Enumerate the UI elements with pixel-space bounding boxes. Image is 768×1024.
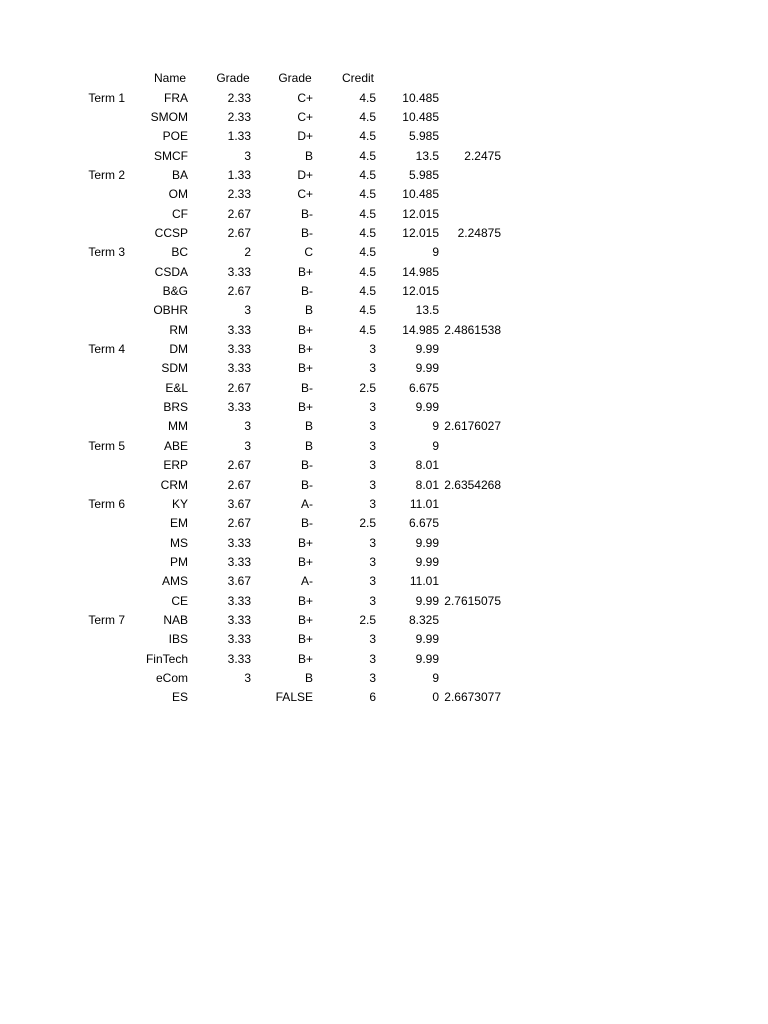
credit-value: 3: [369, 400, 376, 415]
course-name: E&L: [165, 380, 188, 395]
letter-grade: B+: [297, 400, 313, 415]
term-label: [62, 263, 125, 282]
grade-value: [192, 688, 251, 707]
credit-value: 4.5: [359, 322, 376, 337]
grade-value: 3.67: [227, 574, 251, 589]
letter-grade: B-: [301, 458, 313, 473]
credit-value: 3: [369, 632, 376, 647]
credit-value: 3: [369, 342, 376, 357]
grade-value: 1.33: [227, 129, 251, 144]
term-label: [62, 379, 125, 398]
term-gpa: [440, 108, 501, 127]
letter-grade: B+: [297, 361, 313, 376]
course-name: CSDA: [154, 264, 188, 279]
credit-value: 4.5: [359, 284, 376, 298]
grade-points: 8.01: [415, 458, 439, 473]
course-name: POE: [162, 129, 188, 144]
term-gpa: [440, 359, 501, 378]
term-gpa: [440, 514, 501, 533]
table-row: [0, 534, 768, 553]
course-name: eCom: [155, 671, 188, 685]
credit-value: 4.5: [359, 90, 376, 105]
credit-value: 4.5: [359, 264, 376, 279]
grade-points: 10.485: [402, 187, 439, 202]
term-gpa: [440, 495, 501, 514]
term-label: [62, 282, 125, 301]
term-gpa: [440, 301, 501, 320]
grade-points: 9.99: [415, 554, 439, 569]
grade-value: 3.33: [227, 651, 251, 666]
course-name: SMCF: [154, 148, 188, 163]
credit-value: 4.5: [359, 245, 376, 260]
course-name: PM: [170, 554, 188, 569]
grade-points: 9: [432, 419, 439, 434]
grade-value: 2.67: [227, 284, 251, 298]
table-row: [0, 166, 768, 185]
grade-value: 3.33: [227, 361, 251, 376]
credit-value: 3: [369, 438, 376, 453]
table-row: [0, 89, 768, 108]
term-gpa: [440, 611, 501, 630]
course-name: ERP: [163, 458, 188, 473]
letter-grade: A-: [301, 574, 313, 589]
grade-points: 14.985: [402, 264, 439, 279]
grade-value: 3.33: [227, 632, 251, 647]
letter-grade: B-: [301, 380, 313, 395]
letter-grade: B: [304, 419, 313, 434]
grade-value: 3: [244, 419, 251, 434]
course-name: MS: [170, 535, 188, 550]
term-label: [62, 630, 125, 649]
course-name: KY: [171, 496, 188, 511]
grade-points: 9.99: [415, 651, 439, 666]
term-label: [62, 224, 125, 243]
grade-points: 9: [432, 671, 439, 685]
letter-grade: C: [304, 245, 313, 260]
grade-value: 1.33: [227, 167, 251, 182]
letter-grade: C+: [297, 187, 313, 202]
term-label: [62, 592, 125, 611]
table-row: [0, 127, 768, 146]
course-name: SMOM: [150, 109, 188, 124]
term-gpa: 2.7615075: [444, 593, 501, 608]
credit-value: 4.5: [359, 148, 376, 163]
credit-value: 3: [369, 361, 376, 376]
grade-value: 3.33: [227, 535, 251, 550]
term-gpa: [440, 437, 501, 456]
term-gpa: 2.24875: [457, 225, 501, 240]
course-name: SDM: [161, 361, 188, 376]
letter-grade: B: [304, 148, 313, 163]
letter-grade: C+: [297, 109, 313, 124]
grade-value: 2.67: [227, 516, 251, 531]
letter-grade: B+: [297, 612, 313, 627]
grade-value: 3: [244, 438, 251, 453]
credit-value: 3: [369, 574, 376, 589]
course-name: MM: [168, 419, 188, 434]
term-gpa: [440, 669, 501, 688]
course-name: CE: [171, 593, 188, 608]
table-row: [0, 572, 768, 591]
grade-value: 3.33: [227, 593, 251, 608]
header-grade: Grade: [216, 71, 250, 85]
header-credit: Credit: [341, 71, 374, 85]
term-gpa: [440, 534, 501, 553]
table-row: [0, 650, 768, 669]
grade-points: 9: [432, 245, 439, 260]
course-name: OM: [168, 187, 188, 202]
grade-value: 2.67: [227, 206, 251, 221]
credit-value: 4.5: [359, 109, 376, 124]
credit-value: 4.5: [359, 206, 376, 221]
letter-grade: C+: [297, 90, 313, 105]
course-name: ABE: [163, 438, 188, 453]
credit-value: 3: [369, 535, 376, 550]
grade-value: 3: [244, 303, 251, 318]
table-row: [0, 553, 768, 572]
letter-grade: B: [304, 303, 313, 318]
grade-points: 6.675: [408, 380, 439, 395]
term-gpa: [440, 572, 501, 591]
table-row: [0, 379, 768, 398]
course-name: IBS: [168, 632, 188, 647]
table-row: [0, 359, 768, 378]
letter-grade: B: [304, 438, 313, 453]
grade-points: 9: [432, 438, 439, 453]
term-label: [62, 205, 125, 224]
table-row: [0, 417, 768, 436]
letter-grade: D+: [297, 167, 313, 182]
course-name: BC: [171, 245, 188, 260]
grade-points: 9.99: [415, 632, 439, 647]
grade-points: 10.485: [402, 109, 439, 124]
table-row: [0, 224, 768, 243]
letter-grade: B+: [297, 593, 313, 608]
grade-value: 2.67: [227, 380, 251, 395]
grade-value: 2.33: [227, 109, 251, 124]
term-label: [62, 688, 125, 707]
letter-grade: B-: [301, 477, 313, 492]
term-gpa: [440, 553, 501, 572]
grade-points: 5.985: [408, 167, 439, 182]
term-gpa: 2.6354268: [444, 477, 501, 492]
credit-value: 4.5: [359, 187, 376, 202]
grade-points: 11.01: [409, 574, 439, 589]
table-row: [0, 630, 768, 649]
term-gpa: [440, 205, 501, 224]
header-row: [0, 69, 768, 88]
term-label: [62, 185, 125, 204]
table-row: [0, 688, 768, 707]
grade-points: 9.99: [415, 535, 439, 550]
term-label: Term 7: [88, 612, 125, 627]
grade-value: 2.33: [227, 187, 251, 202]
credit-value: 6: [369, 690, 376, 705]
credit-value: 3: [369, 458, 376, 473]
grade-points: 9.99: [415, 593, 439, 608]
term-gpa: [440, 456, 501, 475]
grade-points: 6.675: [408, 516, 439, 531]
term-gpa: 2.4861538: [444, 322, 501, 337]
credit-value: 2.5: [359, 516, 376, 531]
course-name: BA: [171, 167, 188, 182]
term-gpa: 2.6673077: [444, 690, 501, 705]
term-gpa: [440, 166, 501, 185]
grade-value: 2.67: [227, 477, 251, 492]
grade-points: 11.01: [409, 496, 439, 511]
grade-value: 3.67: [227, 496, 251, 511]
term-gpa: [440, 185, 501, 204]
header-letter-grade: Grade: [278, 71, 312, 85]
letter-grade: B-: [301, 284, 313, 298]
grade-points: 9.99: [415, 342, 439, 357]
table-row: [0, 398, 768, 417]
term-label: [62, 514, 125, 533]
term-gpa: [440, 630, 501, 649]
grade-value: 2.67: [227, 225, 251, 240]
table-row: [0, 263, 768, 282]
table-row: [0, 185, 768, 204]
grade-points: 5.985: [408, 129, 439, 144]
credit-value: 3: [369, 554, 376, 569]
table-row: [0, 301, 768, 320]
term-label: [62, 398, 125, 417]
course-name: EM: [170, 516, 188, 531]
letter-grade: B-: [301, 225, 313, 240]
course-name: CCSP: [154, 225, 188, 240]
term-label: Term 2: [88, 167, 125, 182]
table-row: [0, 592, 768, 611]
credit-value: 3: [369, 496, 376, 511]
course-name: B&G: [162, 284, 188, 298]
term-label: Term 6: [88, 496, 125, 511]
grade-points: 12.015: [402, 225, 439, 240]
table-row: [0, 321, 768, 340]
credit-value: 3: [369, 651, 376, 666]
table-row: [0, 108, 768, 127]
grade-value: 3.33: [227, 264, 251, 279]
letter-grade: A-: [301, 496, 313, 511]
header-name: Name: [153, 71, 186, 85]
term-label: [62, 534, 125, 553]
term-label: [62, 417, 125, 436]
term-label: [62, 127, 125, 146]
letter-grade: B+: [297, 554, 313, 569]
term-label: [62, 301, 125, 320]
grade-value: 2.67: [227, 458, 251, 473]
term-gpa: [440, 650, 501, 669]
course-name: BRS: [163, 400, 188, 415]
term-label: [62, 553, 125, 572]
grade-points: 8.01: [415, 477, 439, 492]
grade-value: 3.33: [227, 612, 251, 627]
grade-points: 9.99: [415, 361, 439, 376]
term-label: Term 1: [88, 90, 125, 105]
grade-value: 3.33: [227, 322, 251, 337]
term-label: [62, 321, 125, 340]
credit-value: 4.5: [359, 167, 376, 182]
grade-value: 3.33: [227, 400, 251, 415]
term-label: [62, 572, 125, 591]
term-label: [62, 456, 125, 475]
letter-grade: B: [304, 671, 313, 685]
grade-points: 12.015: [402, 206, 439, 221]
table-row: [0, 514, 768, 533]
term-gpa: [440, 282, 501, 301]
term-gpa: [440, 340, 501, 359]
term-label: [62, 669, 125, 688]
course-name: NAB: [163, 612, 188, 627]
letter-grade: B+: [297, 535, 313, 550]
table-row: [0, 476, 768, 495]
term-gpa: [440, 127, 501, 146]
table-row: [0, 437, 768, 456]
letter-grade: B+: [297, 632, 313, 647]
letter-grade: B+: [297, 342, 313, 357]
term-gpa: [440, 379, 501, 398]
credit-value: 4.5: [359, 225, 376, 240]
term-label: Term 3: [88, 245, 125, 260]
letter-grade: B+: [297, 264, 313, 279]
term-label: Term 5: [88, 438, 125, 453]
letter-grade: B+: [297, 651, 313, 666]
grade-value: 3.33: [227, 554, 251, 569]
term-gpa: [440, 89, 501, 108]
term-label: [62, 147, 125, 166]
grade-points: 8.325: [408, 612, 439, 627]
grade-points: 13.5: [415, 148, 439, 163]
credit-value: 4.5: [359, 303, 376, 318]
term-label: [62, 650, 125, 669]
grade-points: 13.5: [415, 303, 439, 318]
credit-value: 4.5: [359, 129, 376, 144]
course-name: OBHR: [153, 303, 188, 318]
grade-value: 2.33: [227, 90, 251, 105]
grade-points: 0: [432, 690, 439, 705]
term-gpa: 2.6176027: [444, 419, 501, 434]
grade-value: 2: [244, 245, 251, 260]
course-name: FRA: [164, 90, 188, 105]
course-name: AMS: [161, 574, 188, 589]
term-label: [62, 476, 125, 495]
term-label: [62, 108, 125, 127]
credit-value: 2.5: [359, 612, 376, 627]
course-name: ES: [171, 690, 188, 705]
credit-value: 3: [369, 671, 376, 685]
term-gpa: [440, 243, 501, 262]
table-row: [0, 340, 768, 359]
table-row: [0, 669, 768, 688]
course-name: RM: [169, 322, 188, 337]
table-row: [0, 243, 768, 262]
table-row: [0, 147, 768, 166]
letter-grade: B+: [297, 322, 313, 337]
table-row: [0, 456, 768, 475]
table-row: [0, 495, 768, 514]
grade-points: 9.99: [415, 400, 439, 415]
course-name: CRM: [160, 477, 188, 492]
grade-points: 12.015: [402, 284, 439, 298]
grade-value: 3: [244, 148, 251, 163]
table-row: [0, 205, 768, 224]
table-row: [0, 282, 768, 301]
term-label: Term 4: [88, 342, 125, 357]
credit-value: 3: [369, 593, 376, 608]
grade-value: 3: [244, 671, 251, 685]
term-gpa: [440, 263, 501, 282]
term-gpa: [440, 398, 501, 417]
course-name: DM: [169, 342, 188, 357]
grade-points: 14.985: [402, 322, 439, 337]
credit-value: 3: [369, 477, 376, 492]
credit-value: 3: [369, 419, 376, 434]
course-name: FinTech: [145, 651, 188, 666]
credit-value: 2.5: [359, 380, 376, 395]
letter-grade: D+: [297, 129, 313, 144]
course-name: CF: [172, 206, 188, 221]
letter-grade: FALSE: [275, 690, 313, 705]
term-gpa: 2.2475: [464, 148, 501, 163]
grade-points: 10.485: [402, 90, 439, 105]
term-label: [62, 359, 125, 378]
grade-value: 3.33: [227, 342, 251, 357]
letter-grade: B-: [301, 516, 313, 531]
table-row: [0, 611, 768, 630]
letter-grade: B-: [301, 206, 313, 221]
